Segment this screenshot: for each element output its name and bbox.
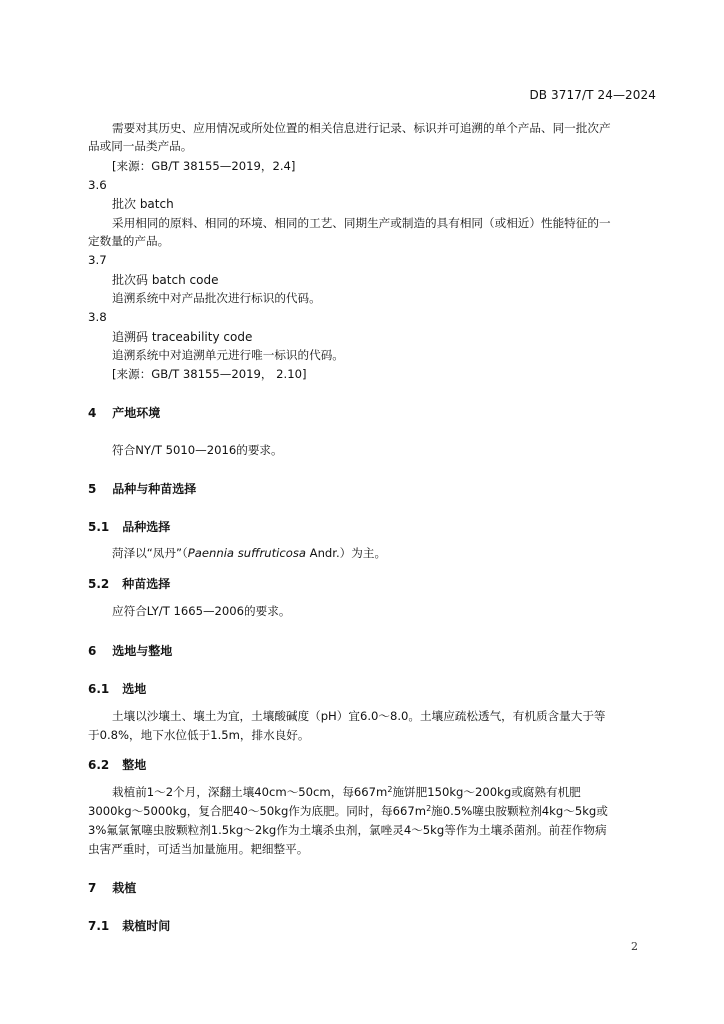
subsection-heading: [88, 756, 146, 773]
section-title: 品种与种苗选择: [112, 482, 197, 496]
definition-text: 定数量的产品。: [88, 234, 170, 248]
subsection-number: 6.1: [88, 682, 110, 696]
latin-species-name: Paennia suffruticosa: [187, 546, 306, 560]
subsection-title: 品种选择: [122, 520, 171, 534]
standard-code: DB 3717/T 24—2024: [529, 88, 656, 102]
section-heading: [88, 642, 172, 659]
subsection-number: 5.1: [88, 520, 110, 534]
term-title: 追溯码 traceability code: [112, 330, 253, 344]
clause-number: 3.7: [88, 253, 107, 267]
paragraph: [112, 545, 386, 561]
paragraph: [88, 803, 608, 819]
text-fragment: 3000kg～5000kg，复合肥40～50kg作为底肥。同时，每667m: [88, 804, 427, 818]
subsection-heading: [88, 680, 146, 697]
section-number: 5: [88, 482, 97, 496]
paragraph: [112, 784, 581, 800]
text-fragment: 施0.5%噻虫胺颗粒剂4kg～5kg或: [431, 804, 608, 818]
subsection-title: 种苗选择: [122, 577, 171, 591]
subsection-number: 6.2: [88, 758, 110, 772]
source-reference: [来源：GB/T 38155—2019，2.4]: [112, 159, 296, 173]
term-title: 批次码 batch code: [112, 273, 219, 287]
paragraph: 符合NY/T 5010—2016的要求。: [112, 443, 283, 457]
subsection-number: 5.2: [88, 577, 110, 591]
text-fragment: 菏泽以“凤丹”（: [112, 546, 188, 560]
clause-number: 3.6: [88, 178, 107, 192]
definition-text: 追溯系统中对产品批次进行标识的代码。: [112, 291, 321, 305]
subsection-heading: [88, 917, 170, 934]
subsection-title: 整地: [122, 758, 147, 772]
source-reference: [来源：GB/T 38155—2019， 2.10]: [112, 367, 307, 381]
term-title: 批次 batch: [112, 197, 174, 211]
paragraph: 虫害严重时，可适当加量施用。耙细整平。: [88, 842, 309, 856]
page-number: 2: [631, 940, 638, 953]
paragraph: 3%氟氯氰噻虫胺颗粒剂1.5kg～2kg作为土壤杀虫剂，氯唑灵4～5kg等作为土壤杀菌剂。前茬作物病: [88, 823, 607, 837]
section-heading: [88, 404, 160, 421]
subsection-number: 7.1: [88, 919, 110, 933]
superscript: 2: [387, 785, 393, 794]
paragraph: 土壤以沙壤土、壤土为宜，土壤酸碱度（pH）宜6.0～8.0。土壤应疏松透气，有机质含量大于等: [112, 709, 606, 723]
subsection-heading: [88, 518, 170, 535]
text-fragment: Andr.）为主。: [305, 546, 387, 560]
text-fragment: 栽植前1～2个月，深翻土壤40cm～50cm，每667m: [112, 785, 388, 799]
subsection-title: 栽植时间: [122, 919, 171, 933]
section-heading: [88, 480, 196, 497]
definition-text: 追溯系统中对追溯单元进行唯一标识的代码。: [112, 348, 344, 362]
section-title: 栽植: [112, 881, 137, 895]
section-number: 4: [88, 406, 97, 420]
section-heading: [88, 879, 136, 896]
subsection-heading: [88, 575, 170, 592]
definition-text: 需要对其历史、应用情况或所处位置的相关信息进行记录、标识并可追溯的单个产品、同一批次产: [112, 121, 611, 135]
section-number: 6: [88, 644, 97, 658]
definition-text: 品或同一品类产品。: [88, 139, 193, 153]
section-number: 7: [88, 881, 97, 895]
clause-number: 3.8: [88, 310, 107, 324]
section-title: 选地与整地: [112, 644, 173, 658]
superscript: 2: [426, 804, 432, 813]
text-fragment: 施饼肥150kg～200kg或腐熟有机肥: [392, 785, 581, 799]
paragraph: 于0.8%，地下水位低于1.5m，排水良好。: [88, 728, 310, 742]
definition-text: 采用相同的原料、相同的环境、相同的工艺、同期生产或制造的具有相同（或相近）性能特征的一: [112, 216, 611, 230]
paragraph: 应符合LY/T 1665—2006的要求。: [112, 604, 291, 618]
subsection-title: 选地: [122, 682, 147, 696]
section-title: 产地环境: [112, 406, 161, 420]
